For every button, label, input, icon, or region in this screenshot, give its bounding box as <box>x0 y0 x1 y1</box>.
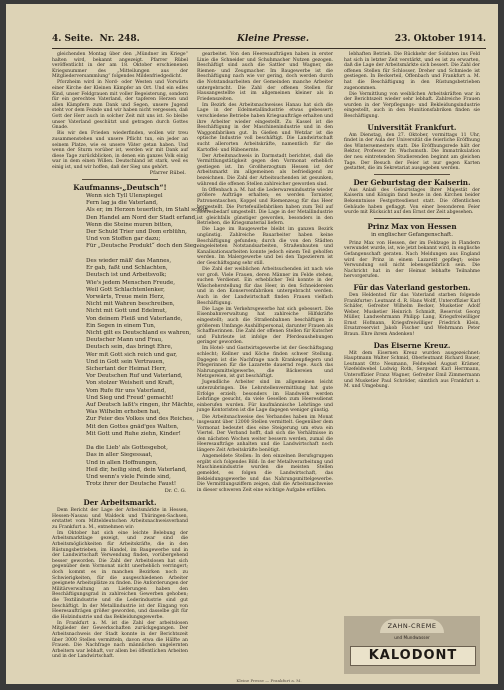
ad-brand-name: KALODONT <box>350 646 476 666</box>
article-paragraph: Mit dem Eisernen Kreuz wurden ausgezeichnet: Hauptmann Walter Schmid, Oberleutnant Richard Bauer, Leutnant Otto Neumann, Feldwebel August Krämer, Vizefeldwebel Ludwig Roth, Sergeant Karl Herrmann, Unteroffizier Franz Wagner, Gefreiter Emil Zimmermann und Musketier Paul Schröder, sämtlich aus Frankfurt a. M. und Umgebung. <box>344 350 480 390</box>
poem-line: Deutsch ist und Arbeitsvolk; <box>86 272 167 279</box>
poem-line: Und wenn's viele Feinde sind, <box>86 473 171 480</box>
poem-line: Mit den Gottes gnäd'ges Walten, <box>86 423 179 430</box>
university-headline: Universität Frankfurt. <box>367 122 457 132</box>
article-paragraph: Die Zahl der weiblichen Arbeitsuchenden ist nach wie vor groß. Viele Frauen, deren Männer im Felde stehen, suchen Verdienst. Ein erheblicher Teil konnte in der Wäscheherstellung für das Heer, in den Schneidereien und in den Konservenfabriken untergebracht werden. Auch in der Landwirtschaft finden Frauen vielfach Beschäftigung. <box>197 267 333 306</box>
page-footer: Kleine Presse — Frankfurt a. M. <box>236 678 302 683</box>
article-paragraph: In Frankfurt a. M. ist die Zahl der arbeitslosen Mitglieder der Gewerkschaften zurückgegangen. Der Arbeitsnachweis der Stadt konnte in der Berichtszeit über 3000 Stellen vermitteln, davon etwa die Hälfte an Frauen. Die Nachfrage nach männlichen ungelernten Arbeitern war lebhaft, vor allem bei öffentlichen Arbeiten und in der Landwirtschaft. <box>52 620 188 660</box>
poem-line: Vor Deutschen Ruf und Vaterland, <box>86 373 183 380</box>
divider <box>374 174 450 175</box>
ad-arc-text: ZAHN-CREME <box>380 619 444 633</box>
poem-signature: Dr. C. G. <box>164 488 186 495</box>
prince-max-headline: Prinz Max von Hessen <box>367 221 457 231</box>
poem-line: Auf Deutsch laßt's ringen, ihr Mächte, <box>86 401 195 408</box>
column-2 <box>197 52 333 674</box>
poem-line: Trotz ihrer der Deutsche Faust! <box>86 481 177 488</box>
divider <box>374 218 450 219</box>
poem-line: Vom Rufe für uns Vaterland, <box>86 387 167 394</box>
empress-birthday-headline: Der Geburtstag der Kaiserin. <box>353 177 471 187</box>
article-paragraph: lebhaften Betrieb. Die Rückkehr der Soldaten ins Feld hat sich in letzter Zeit verstärkt, und es ist zu erwarten, daß die Lage der Arbeitsmärkte sich bessert. Die Zahl der offenen Stellen für Schlosser, Dreher und Schmiede ist gestiegen. In Beckerteil, Offenbach und Frankfurt a. M. hat die Beschäftigung in den Rüstungsbetrieben zugenommen. <box>344 52 480 91</box>
poem-line: Und von Stoffen gar dazu; <box>86 236 161 243</box>
poem-line: Was Wilhelm erhoben hat, <box>86 409 161 416</box>
poem-line: Als er, im Herzen teuerlich, im Stahl schon, <box>86 207 210 214</box>
poem-line: Weil Gott Schlachtenlenker, <box>86 286 165 293</box>
market-headline: Der Arbeitsmarkt. <box>83 497 157 507</box>
poem-line: Wie's jedem Menschen Freude, <box>86 279 176 286</box>
poem-line: Für „Deutsche Produkt“ doch den Sieg. <box>86 243 199 250</box>
masthead <box>52 34 486 46</box>
poem-line: Und in Gott sein Vertrauen, <box>86 358 165 365</box>
poem-line: Des wieder mäß' das Mannes, <box>86 257 172 264</box>
poem-line: Und in allen Hoffnungen, <box>86 459 158 466</box>
page-number <box>52 34 140 44</box>
article-paragraph: Pforzheim wird in Nord- oder Westen und Vorwärts einer Kirche der Kleinen Kämpfer an Ort. Und ein edles Kind, unser Feldgrauen mit voller Begeisterung, sondern für ein gerechtes Vaterland, der tapferen Herzen und allen Kämpfern zum Dank und Segen, unsere Jugend steht vor dem Feinde und wir haben nicht vergessen, daß Gott der Herr auch in solcher Zeit mit uns ist. So bleibe unser Vaterland geschützt und getragen durch Gottes Gnade. <box>52 80 188 131</box>
poem-line: Fern lag ja die Vaterland, <box>86 200 158 207</box>
article-paragraph: Aus Anlaß des Geburtstages Ihrer Majestät der Kaiserin und Königin fand heute in den Kirchen beider Bekenntnisse Festgottesdienst statt. Die öffentlichen Gebäude haben geflaggt. Von einer besonderen Feier wurde mit Rücksicht auf den Ernst der Zeit abgesehen. <box>344 187 480 216</box>
iron-cross-headline: Das Eiserne Kreuz. <box>373 340 451 350</box>
newspaper-page <box>6 4 498 684</box>
article-paragraph: gleichenden Montag über den „Mündner im Kriege“ halten wird, bekannt angezeigt. Pfarrer Rübel veröffentlicht in der am 18. Oktober erschienenen Kriegsnummer des „Mitteilungen aus der Mitgliederversammlung“ folgendes Mildenfriedgedicht. <box>52 52 188 80</box>
poem-line: Den Handel am Nord der Stadt erfand, <box>86 214 197 221</box>
article-paragraph: gearbeitet. Von den Heeresaufträgen haben in erster Linie die Schneider und Schuhmacher Nutzen gezogen. Beschäftigt sind auch die Sattler und Wagner, die Riemen- und Zeugmacher. Im Baugewerbe ist die Beschäftigung nach wie vor gering, doch werden durch die Notstandsarbeiten der Gemeinden manche Arbeiter untergebracht. Die Zahl der offenen Stellen für Hausangestellte ist im allgemeinen kleiner als in Friedenszeiten. <box>197 52 333 102</box>
article-paragraph: Im Oktober hat sich eine leichte Belebung der Arbeitsmarktlage gezeigt, und zwar sind die Arbeitsmöglichkeiten für Arbeitskräfte, die in den Rüstungsbetrieben, im Handel, im Baugewerbe und in der Landwirtschaft Verwendung finden, vorübergehend besser geworden. Die Zahl der Arbeitslosen hat sich gegenüber dem Vormonat nicht unerheblich verringert; doch kommt es in manchen Bezirken noch zu Schwierigkeiten, für die ausgeschiedenen Arbeiter geeignete Arbeitsplätze zu finden. Die Anforderungen der Militärverwaltung an Lieferungen haben den Beschäftigungsgrad in zahlreichen Gewerben gehoben; die Textilindustrie und die Lederindustrie sind gut beschäftigt. In der Metallindustrie ist der Eingang von Heeresaufträgen größer geworden, und dasselbe gilt für die Holzindustrie und das Bekleidungsgewerbe. <box>52 530 188 620</box>
poem-line: Er gab, faßt und Schlachten, <box>86 265 168 272</box>
article-paragraph: Den Heldentod für das Vaterland starben folgende Frankfurter: Leutnant d. R. Hans Wolff, Unteroffizier Karl Schäfer, Gefreiter Wilhelm Becker, Musketier Adolf Weber, Musketier Heinrich Schmidt, Reservist Georg Müller, Landwehrmann Philipp Lang, Kriegsfreiwilliger Ernst Hofmann, Kriegsfreiwilliger Friedrich Klein, Ersatzreservist Jakob Fischer und Wehrmann Peter Braun. Ehre ihrem Andenken! <box>344 292 480 338</box>
kalodont-advertisement <box>344 616 480 674</box>
article-paragraph: In Offenbach a. M. hat die Lederwarenindustrie wieder größere Aufträge erhalten; es werden Tornister, Patronentaschen, Koppel und Riemenzeug für das Heer hergestellt. Die Portefeuillefabriken haben zum Teil auf Heeresbedarf umgestellt. Die Lage in der Metallindustrie ist gleichfalls günstiger geworden, besonders in den Betrieben, die Kriegsmaterial liefern. <box>197 187 333 227</box>
poem-line: Heil dir, heilig sind, dein Vaterland, <box>86 466 187 473</box>
poem-line: Mit Gott und Ruhe ziehn, Kinder! <box>86 430 181 437</box>
poem-line: Zur Feier des Volkes und des Reiches, <box>86 416 195 423</box>
article-paragraph: Die Lage im Baugewerbe bleibt im ganzen Bezirk ungünstig. Zahlreiche Bauarbeiter haben keine Beschäftigung gefunden; durch die von den Städten eingeleiteten Notstandsarbeiten, Straßenbauten und Kanalisationsarbeiten konnte jedoch einem Teil geholfen werden. Im Malergewerbe und bei den Tapezierern ist der Geschäftsgang sehr still. <box>197 227 333 266</box>
paper-title: Kleine Presse. <box>237 34 310 44</box>
article-paragraph: Angemeldete Stellen: In den einzelnen Berufsgruppen ergibt sich folgendes Bild: In der Metallverarbeitung und Maschinenindustrie wurden die meisten Stellen gemeldet, es folgen die Landwirtschaft, das Bekleidungsgewerbe und das Nahrungsmittelgewerbe. Die Vermittlungsziffern zeigen, daß die Arbeitsnachweise in dieser schweren Zeit eine wichtige Aufgabe erfüllen. <box>197 454 333 493</box>
poem-line: Wenn die Steine muren bitten, <box>86 221 173 228</box>
article-paragraph: Der Arbeitsnachweis in Darmstadt berichtet, daß die Vermittlungstätigkeit gegen den Vormonat erheblich gestiegen ist. Im Großherzogtum Hessen ist der Arbeitsmarkt im allgemeinen als befriedigend zu bezeichnen. Die Zahl der Arbeitsuchenden ist gesunken, während die offenen Stellen zahlreicher geworden sind. <box>197 153 333 187</box>
poem-line: Da die Lieb' als Gottesgebot, <box>86 445 168 452</box>
column-1 <box>52 52 210 674</box>
article-paragraph: Die Lage im Verkehrsgewerbe hat sich gebessert. Die Eisenbahnverwaltung hat zahlreiche Hilfskräfte eingestellt; auch die Straßenbahnen beschäftigen in größerem Umfange Aushilfspersonal, darunter Frauen als Schaffnerinnen. Die Zahl der offenen Stellen für Kutscher und Fuhrleute ist infolge der Pferdeaushebungen geringer geworden. <box>197 306 333 346</box>
poem-line: Der Schuld Trier und Dom erblühn, <box>86 229 187 236</box>
poem-line: Von stolzer Weisheit und Kraft, <box>86 380 175 387</box>
column-3 <box>344 52 480 674</box>
poem-line: Und Sieg und Freud' gemacht! <box>86 394 174 401</box>
poem <box>52 193 210 488</box>
masthead-rule <box>52 48 486 49</box>
poem-line: Nicht mit Gott und Edelmut, <box>86 308 167 315</box>
poem-line: Deutsch sein, das bringt Ehre, <box>86 344 173 351</box>
issue-number: Nr. 248. <box>99 34 140 44</box>
article-paragraph: Die Vermittlung von weiblichen Arbeitskräften war in der Berichtszeit wieder sehr lebhaft. Zahlreiche Frauen wurden in der Verpflegungs- und Bekleidungsindustrie eingestellt, auch in den Munitionsfabriken finden sie Beschäftigung. <box>344 91 480 120</box>
poem-line: Sichertant der Heimat Herr, <box>86 365 167 372</box>
fallen-soldiers-headline: Für das Vaterland gestorben. <box>353 282 471 292</box>
article-signature: Pfarrer Rübel. <box>149 170 186 177</box>
article-paragraph: Im Bezirk des Arbeitsnachweises Hanau hat sich die Lage in der Edelmetallindustrie etwas gebessert; verschiedene Betriebe haben Kriegsaufträge erhalten und ihre Arbeiter wieder eingestellt. Zu Kassel ist die Beschäftigung in der Maschinenindustrie und in den Waggonfabriken gut. In Gießen und Wetzlar ist die optische Industrie voll beschäftigt. Die Landwirtschaft sucht allerorten Arbeitskräfte, namentlich für die Kartoffel- und Rübenernte. <box>197 102 333 153</box>
article-paragraph: Jugendliche Arbeiter sind im allgemeinen leicht unterzubringen. Die Lehrstellenvermittlung hat gute Erfolge erzielt; besonders im Handwerk werden Lehrlinge gesucht, da viele Gesellen zum Heeresdienst einberufen wurden. Für kaufmännische Lehrlinge und junge Kontoristen ist die Lage dagegen weniger günstig. <box>197 380 333 414</box>
poem-line: Nicht gilt es Deutschland es wahren, <box>86 329 191 336</box>
prince-max-subheadline: in englischer Gefangenschaft. <box>371 231 453 238</box>
article-paragraph: Im Hotel- und Gastwirtsgewerbe ist der Geschäftsgang schlecht; Kellner und Köche finden schwer Stellung. Dagegen ist die Nachfrage nach Krankenpflegern und Pflegerinnen für die Lazarette dauernd rege. Auch das Nahrungsmittelgewerbe, die Bäckereien und Metzgereien, ist gut beschäftigt. <box>197 346 333 380</box>
article-paragraph: Prinz Max von Hessen, der im Feldzuge in Flandern verwundet wurde, ist, wie jetzt bekannt wird, in englische Gefangenschaft geraten. Nach Meldungen aus England wird der Prinz in einem Lazarett gepflegt; seine Verwundung soll nicht lebensgefährlich sein. Die Nachricht hat in der Heimat lebhafte Teilnahme hervorgerufen. <box>344 240 480 280</box>
poem-line: Wer mit Gott sich reich und gar, <box>86 351 178 358</box>
article-paragraph: Dem Bericht der Lage der Arbeitsmärkte in Hessen, Hessen-Nassau und Waldeck und Thüringen-Sachsen, erstattet vom Mitteldeutschen Arbeitsnachweisverband zu Frankfurt a. M., entnehmen wir: <box>52 507 188 530</box>
divider <box>82 179 158 180</box>
issue-date: 23. Oktober 1914. <box>394 34 486 44</box>
poem-line: Nicht mit Wahren beschreiben, <box>86 301 175 308</box>
poem-line: Ein Segen in einem Tun, <box>86 322 156 329</box>
article-paragraph: Die Arbeitsnachweise des Verbandes haben im Monat insgesamt über 12000 Stellen vermittelt. Gegenüber dem Vormonat bedeutet dies eine Steigerung um etwa ein Viertel. Der Verband hofft, daß sich die Verhältnisse in den nächsten Wochen weiter bessern werden, zumal die Heeresaufträge anhalten und die Landwirtschaft noch längere Zeit Arbeitskräfte benötigt. <box>197 414 333 454</box>
article-paragraph: Am Dienstag, den 27. Oktober, vormittags 11 Uhr, findet in der Aula der Universität die feierliche Eröffnung des Wintersemesters statt. Die Eröffnungsrede hält der Rektor, Professor Dr. Wachsmuth. Die Immatrikulation der neu eintretenden Studierenden beginnt am gleichen Tage. Der Besuch der Feier ist nur gegen Karten gestattet, die im Sekretariat ausgegeben werden. <box>344 132 480 172</box>
page-label: 4. Seite. <box>52 34 94 44</box>
poem-line: Das in aller Siegessaat, <box>86 452 153 459</box>
poem-line: Vorwärts, Treue mein Herz, <box>86 293 165 300</box>
poem-line: Deutscher Mann und Frau, <box>86 337 163 344</box>
poem-headline: Kaufmanns-„Deutsch“! <box>73 183 167 193</box>
article-paragraph: Bis wir den Frieden wiederfinden, wollen wir treu zusammenstehen und unsere Pflicht tun, ein jeder an seinem Platze, wie es unsere Väter getan haben. Und wenn der Sturm vorüber ist, werden wir mit Dank auf diese Tage zurückblicken, in denen ein ganzes Volk einig war in dem einen Willen. Deutschland ist stark, weil es einig ist, und wir hoffen, daß der Sieg uns gehört. <box>52 131 188 170</box>
poem-line <box>86 438 188 445</box>
ad-subtitle: und Mundwasser <box>394 635 430 640</box>
poem-line: Von deinem Fleiß und Vaterlande, <box>86 315 183 322</box>
poem-line <box>86 251 188 258</box>
poem-line: Wenn sich Tyll Ulenspiegel <box>86 193 163 200</box>
